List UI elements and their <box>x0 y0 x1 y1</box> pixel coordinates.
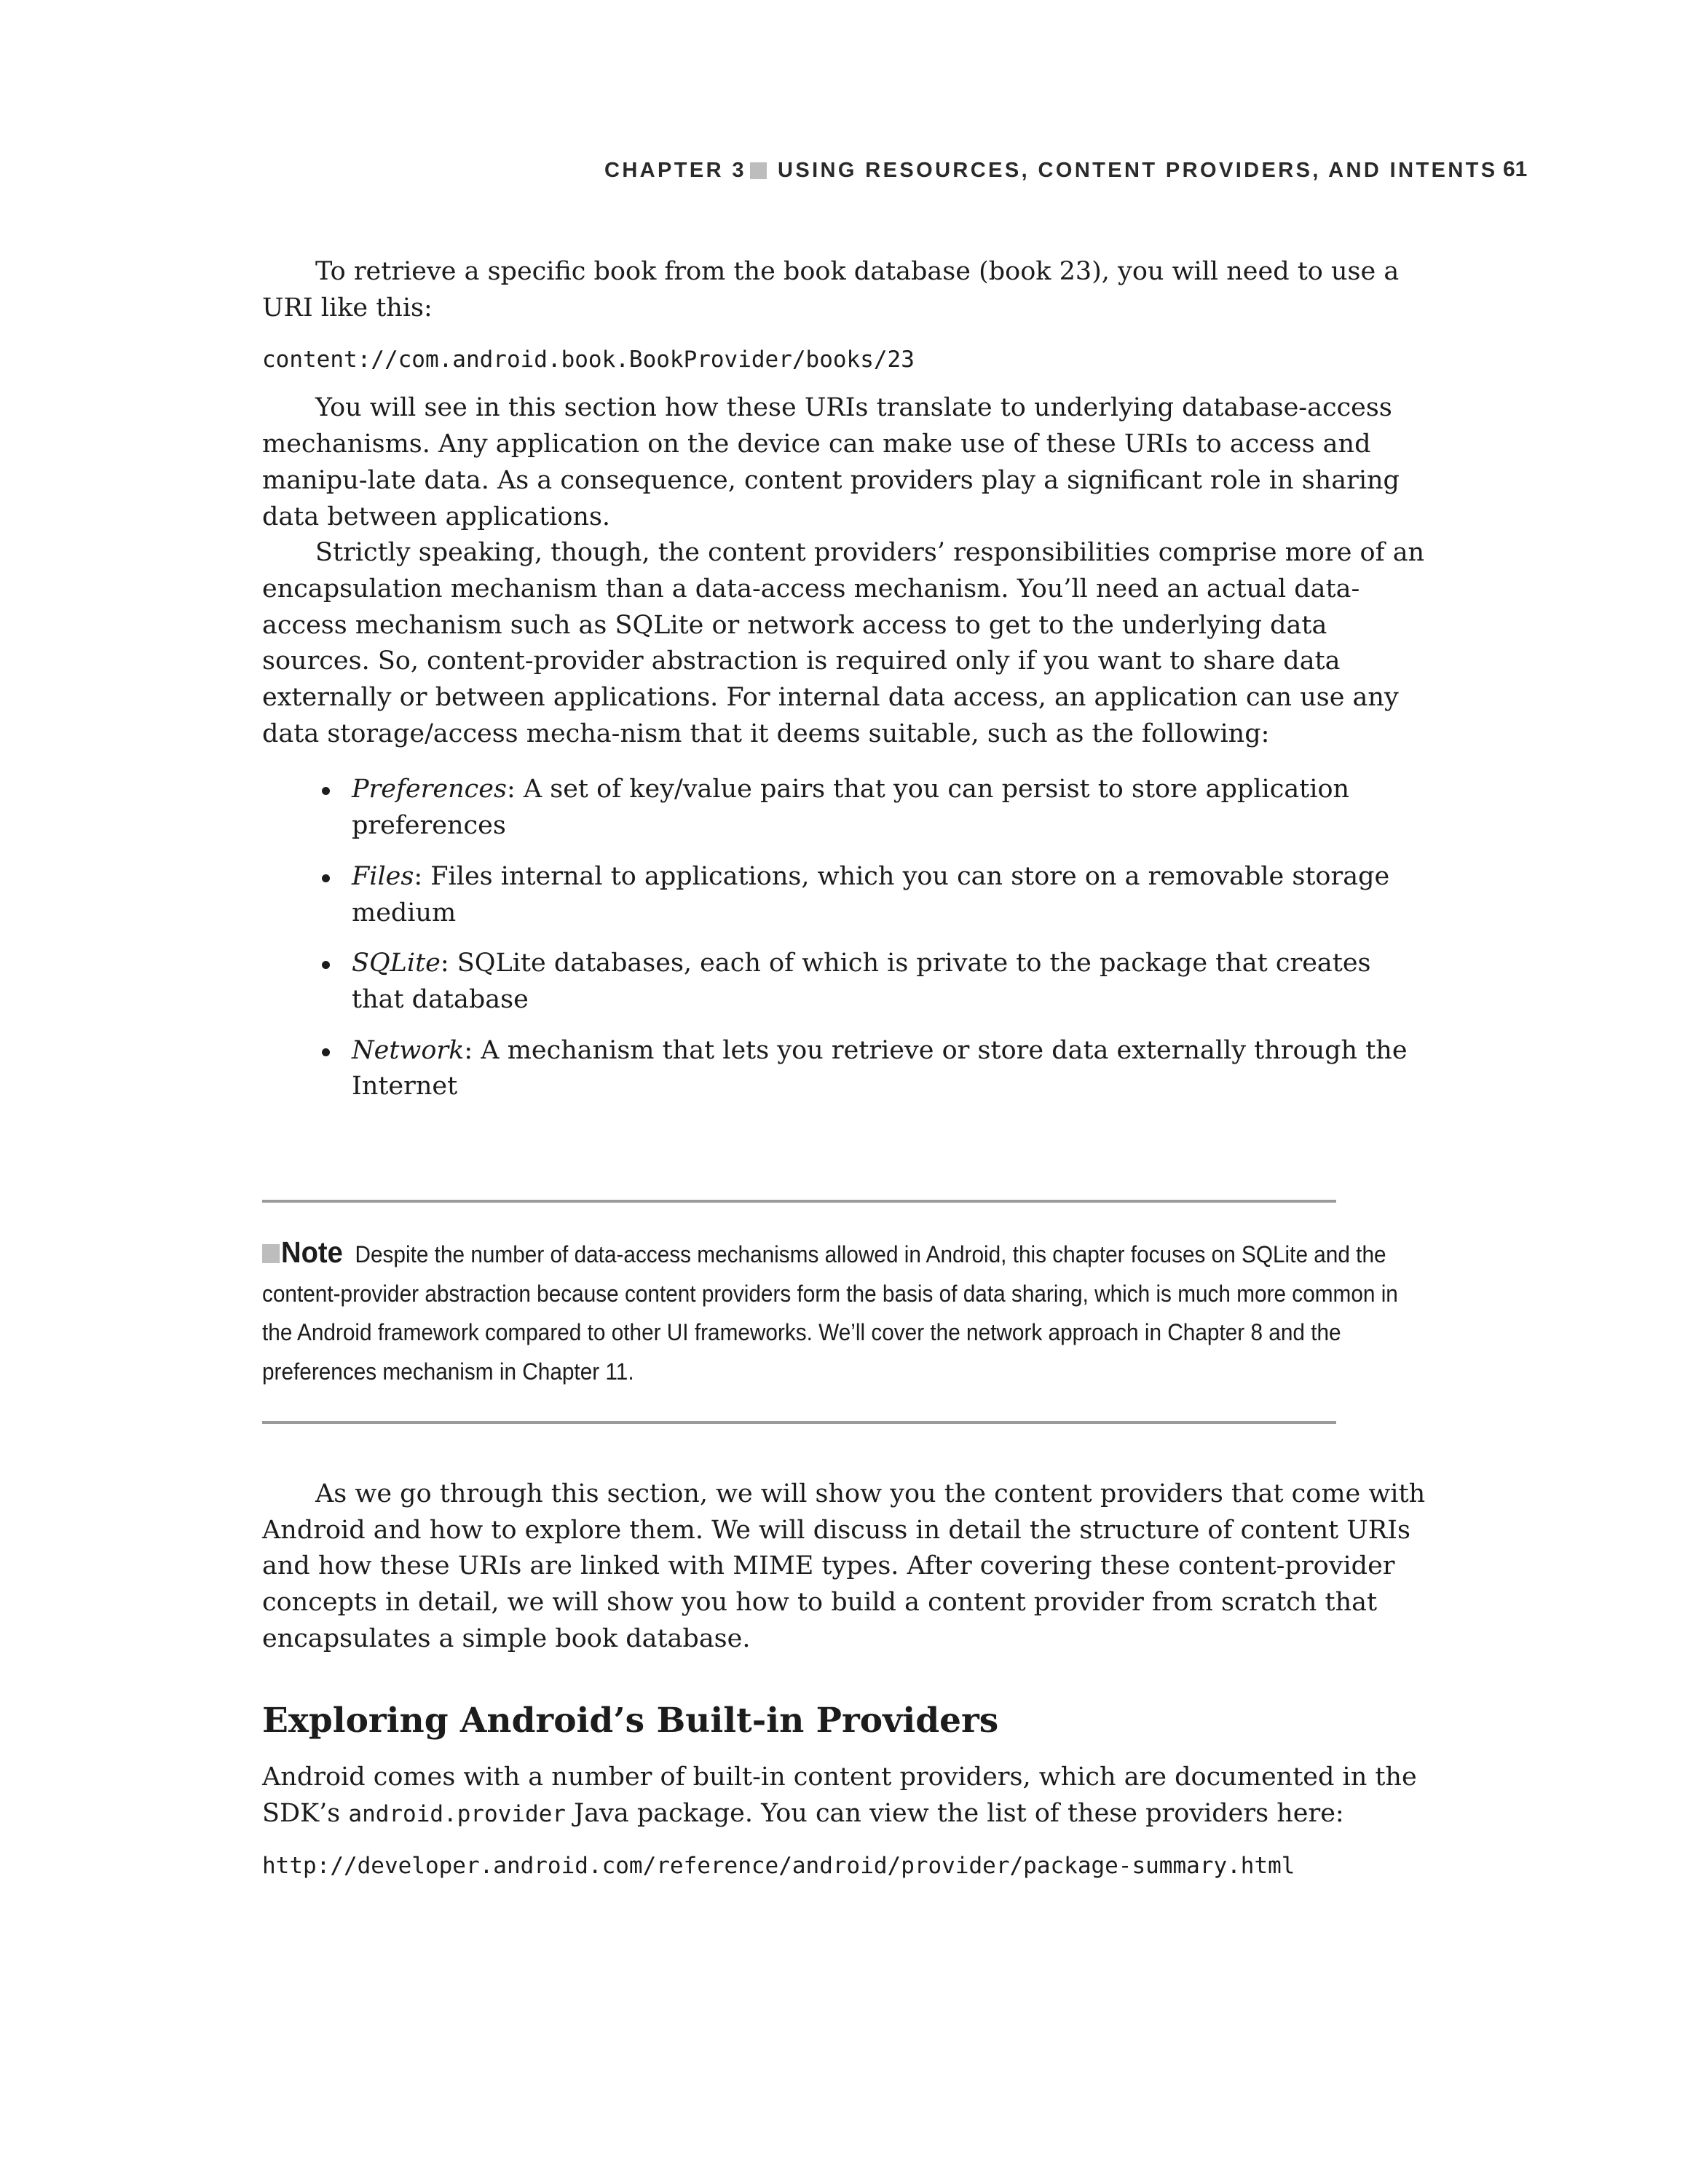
note-label: Note <box>281 1235 343 1269</box>
bullet-icon <box>322 1048 330 1056</box>
paragraph-uri-mechanisms: You will see in this section how these URIs translate to underlying database-access mechanisms. Any application on the device can make use of these URIs to access and manipu-late data. As a consequence, content providers play a significant role in sharing data between applications. <box>262 393 1400 531</box>
note-text: Despite the number of data-access mechanisms allowed in Android, this chapter focuses on SQLite and the content-provider abstraction because content providers form the basis of data sharing, which is much more common in the Android framework compared to other UI frameworks. We’ll cover the network approach in Chapter 8 and the preferences mechanism in Chapter 11. <box>262 1241 1398 1385</box>
paragraph-text-end: Java package. You can view the list of these providers here: <box>566 1798 1344 1828</box>
paragraph-explore-providers: As we go through this section, we will show you the content providers that come with Android and how to explore them. We will discuss in detail the structure of content URIs and how these URIs are linked with MIME types. After covering these content-provider concepts in detail, we will show you how to build a content provider from scratch that encapsulates a simple book database. <box>262 1479 1426 1653</box>
intro-section <box>262 254 1427 1120</box>
list-item-sqlite <box>352 946 1427 1018</box>
builtin-providers-section <box>262 1760 1427 1896</box>
square-separator-icon <box>750 162 767 179</box>
code-url: http://developer.android.com/reference/android/provider/package-summary.html <box>262 1853 1295 1880</box>
page-number: 61 <box>1503 157 1528 181</box>
list-item-term: Network <box>352 1035 465 1065</box>
list-item-text: : A set of key/value pairs that you can persist to store application preferences <box>352 775 1350 841</box>
chapter-title: USING RESOURCES, CONTENT PROVIDERS, AND INTENTS <box>778 159 1498 182</box>
note-content <box>262 1233 1413 1391</box>
list-item-term: SQLite <box>352 949 441 978</box>
note-box <box>262 1200 1398 1424</box>
running-header <box>604 157 1528 188</box>
bullet-icon <box>322 874 330 882</box>
paragraph-retrieve-book: To retrieve a specific book from the book database (book 23), you will need to use a URI like this: <box>262 257 1400 323</box>
list-item-text: : Files internal to applications, which you can store on a removable storage medium <box>352 861 1390 927</box>
section-heading: Exploring Android’s Built-in Providers <box>262 1701 999 1741</box>
chapter-label: CHAPTER 3 <box>604 159 746 182</box>
paragraph-builtin-providers <box>262 1760 1427 1832</box>
list-item-term: Preferences <box>352 775 507 804</box>
bullet-icon <box>322 961 330 969</box>
list-item-files <box>352 859 1427 931</box>
list-item-preferences <box>352 772 1427 844</box>
paragraph-text-start: Android comes with a number of built-in content providers, which are documented in the SDK’s <box>262 1762 1417 1828</box>
data-access-list <box>262 772 1427 1105</box>
inline-code-package: android.provider <box>348 1800 567 1827</box>
note-square-icon <box>262 1244 280 1263</box>
bullet-icon <box>322 787 330 795</box>
paragraph-strictly-speaking: Strictly speaking, though, the content providers’ responsibilities comprise more of an encapsulation mechanism than a data-access mechanism. You’ll need an actual data-access mechanism such as SQLite or network access to get to the underlying data sources. So, content-provider abstraction is required only if you want to share data externally or between applications. For internal data access, an application can use any data storage/access mecha-nism that it deems suitable, such as the following: <box>262 538 1425 748</box>
after-note-section <box>262 1476 1427 1658</box>
list-item-term: Files <box>352 861 414 891</box>
code-uri: content://com.android.book.BookProvider/books/23 <box>262 347 915 373</box>
list-item-text: : A mechanism that lets you retrieve or store data externally through the Internet <box>352 1035 1408 1101</box>
list-item-network <box>352 1033 1427 1105</box>
list-item-text: : SQLite databases, each of which is private to the package that creates that database <box>352 949 1371 1014</box>
